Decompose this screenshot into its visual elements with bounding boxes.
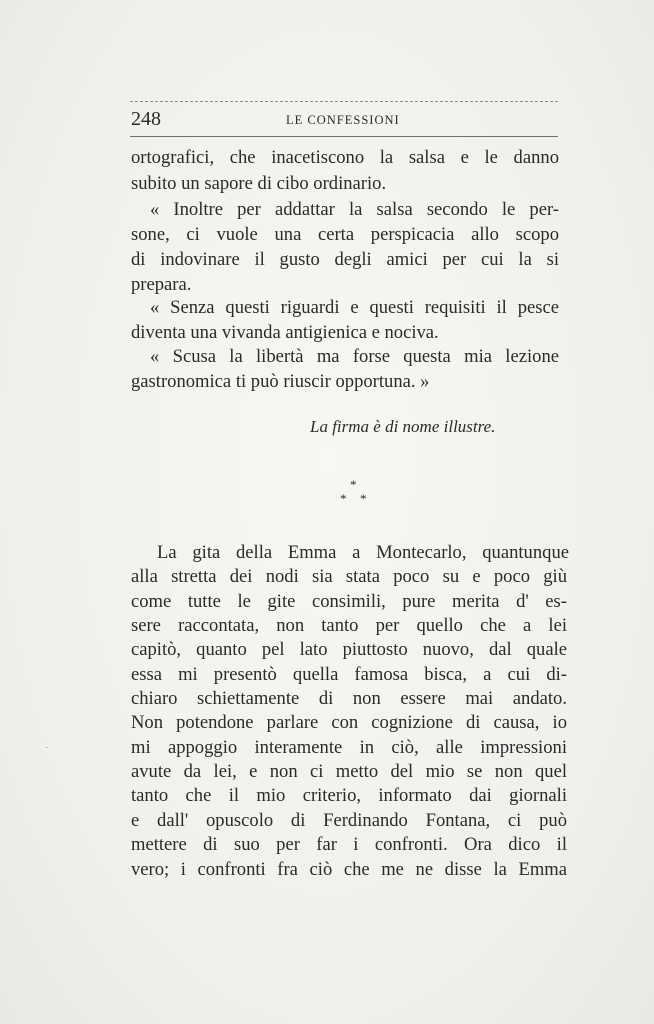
- text-line: « Inoltre per addattar la salsa secondo le per-: [150, 199, 559, 220]
- text-line: chiaro schiettamente di non essere mai andato.: [131, 688, 567, 709]
- text-line: e dall' opuscolo di Ferdinando Fontana, ci può: [131, 810, 567, 831]
- text-line: alla stretta dei nodi sia stata poco su e poco giù: [131, 566, 567, 587]
- text-line: « Senza questi riguardi e questi requisiti il pesce: [150, 297, 559, 318]
- header-rule-top: [130, 101, 558, 102]
- text-line: di indovinare il gusto degli amici per cui la si: [131, 249, 559, 270]
- asterism: [336, 478, 376, 518]
- text-line: gastronomica ti può riuscir opportuna. »: [131, 371, 430, 392]
- text-line: « Scusa la libertà ma forse questa mia lezione: [150, 346, 559, 367]
- text-line: diventa una vivanda antigienica e nociva.: [131, 322, 439, 343]
- text-line: prepara.: [131, 274, 192, 295]
- asterism-star: *: [350, 477, 357, 492]
- text-line: subito un sapore di cibo ordinario.: [131, 173, 387, 194]
- ink-speck: ·: [45, 742, 49, 754]
- text-line: ortografici, che inacetiscono la salsa e le danno: [131, 147, 559, 168]
- asterism-star: *: [340, 491, 347, 506]
- header-rule-bottom: [130, 136, 558, 137]
- running-head: LE CONFESSIONI: [286, 113, 400, 127]
- asterism-star: *: [360, 491, 367, 506]
- text-line: capitò, quanto pel lato piuttosto nuovo, dal quale: [131, 639, 567, 660]
- text-line: La gita della Emma a Montecarlo, quantunque: [157, 542, 569, 563]
- text-line: essa mi presentò quella famosa bisca, a cui di-: [131, 664, 567, 685]
- text-line: tanto che il mio criterio, informato dai giornali: [131, 785, 567, 806]
- text-line: vero; i confronti fra ciò che me ne disse la Emma: [131, 859, 567, 880]
- page-header: [131, 107, 561, 133]
- text-line: sere raccontata, non tanto per quello che a lei: [131, 615, 567, 636]
- text-line: sone, ci vuole una certa perspicacia allo scopo: [131, 224, 559, 245]
- page-number: 248: [131, 108, 161, 130]
- text-line: avute da lei, e non ci metto del mio se non quel: [131, 761, 567, 782]
- signature-line: La firma è di nome illustre.: [310, 417, 496, 436]
- text-line: mettere di suo per far i confronti. Ora dico il: [131, 834, 567, 855]
- text-line: Non potendone parlare con cognizione di causa, io: [131, 712, 567, 733]
- text-line: come tutte le gite consimili, pure merita d' es-: [131, 591, 567, 612]
- text-line: mi appoggio interamente in ciò, alle impressioni: [131, 737, 567, 758]
